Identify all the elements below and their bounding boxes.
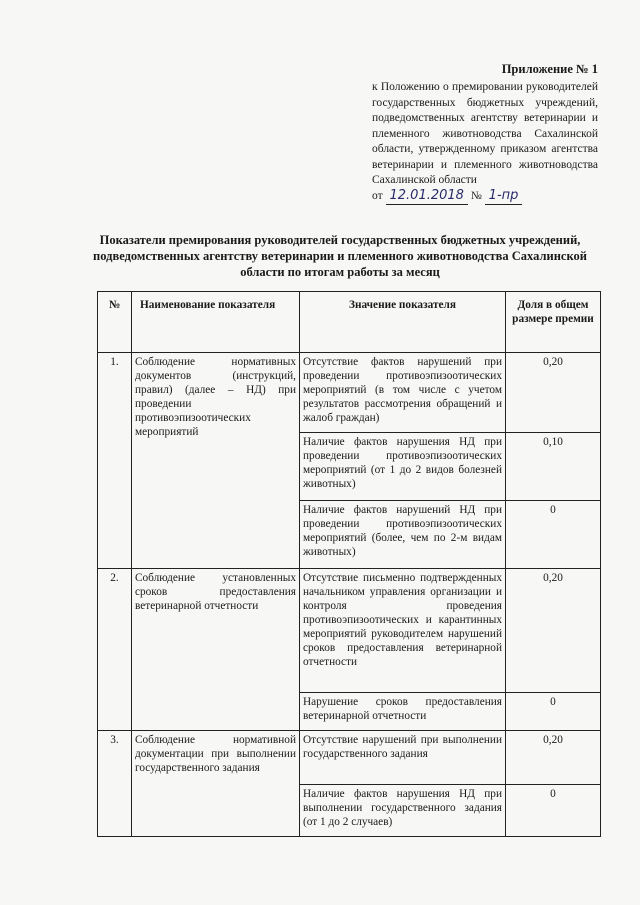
row-value: Отсутствие фактов нарушений при проведении противоэпизоотических мероприятий (в том числе с учетом результатов рассмотрения обращений и жалоб граждан)	[300, 353, 506, 433]
row-name: Соблюдение установленных сроков предоставления ветеринарной отчетности	[132, 569, 300, 731]
handwritten-number: 1-пр	[485, 188, 523, 205]
row-share: 0	[506, 501, 601, 569]
header-name: Наименование показателя	[132, 292, 300, 353]
appendix-body: к Положению о премировании руководителей государственных бюджетных учреждений, подведомственных агентству ветеринарии и племенного животноводства Сахалинской области, утвержденному приказом агентства ветеринарии и племенного животноводства Сахалинской области	[372, 81, 598, 186]
table-header-row	[98, 292, 601, 353]
number-label: №	[470, 190, 482, 202]
indicators-table	[97, 291, 601, 837]
row-num: 2.	[98, 569, 132, 731]
from-label: от	[372, 190, 383, 202]
table-row	[98, 731, 601, 785]
row-share: 0,20	[506, 569, 601, 693]
approval-line	[372, 188, 598, 205]
row-name: Соблюдение нормативной документации при выполнении государственного задания	[132, 731, 300, 837]
row-value: Нарушение сроков предоставления ветеринарной отчетности	[300, 693, 506, 731]
row-share: 0,10	[506, 433, 601, 501]
row-share: 0,20	[506, 731, 601, 785]
row-num: 3.	[98, 731, 132, 837]
document-title: Показатели премирования руководителей государственных бюджетных учреждений, подведомственных агентству ветеринарии и племенного животноводства Сахалинской области по итогам работы за месяц	[93, 233, 587, 279]
row-value: Отсутствие нарушений при выполнении государственного задания	[300, 731, 506, 785]
header-share: Доля в общем размере премии	[506, 292, 601, 353]
row-share: 0	[506, 785, 601, 837]
row-share: 0	[506, 693, 601, 731]
table-row	[98, 569, 601, 693]
row-value: Наличие фактов нарушений НД при проведении противоэпизоотических мероприятий (более, чем по 2-м видам животных)	[300, 501, 506, 569]
table-row	[98, 353, 601, 433]
header-value: Значение показателя	[300, 292, 506, 353]
row-name: Соблюдение нормативных документов (инструкций, правил) (далее – НД) при проведении противоэпизоотических мероприятий	[132, 353, 300, 569]
row-value: Отсутствие письменно подтвержденных начальником управления организации и контроля проведения противоэпизоотических и карантинных мероприятий руководителем нарушений сроков предоставления ветеринарной отчетности	[300, 569, 506, 693]
row-value: Наличие фактов нарушения НД при проведении противоэпизоотических мероприятий (от 1 до 2 видов болезней животных)	[300, 433, 506, 501]
row-num: 1.	[98, 353, 132, 569]
header-num: №	[98, 292, 132, 353]
appendix-title: Приложение № 1	[501, 62, 598, 76]
handwritten-date: 12.01.2018	[386, 188, 468, 205]
row-share: 0,20	[506, 353, 601, 433]
row-value: Наличие фактов нарушения НД при выполнении государственного задания (от 1 до 2 случаев)	[300, 785, 506, 837]
